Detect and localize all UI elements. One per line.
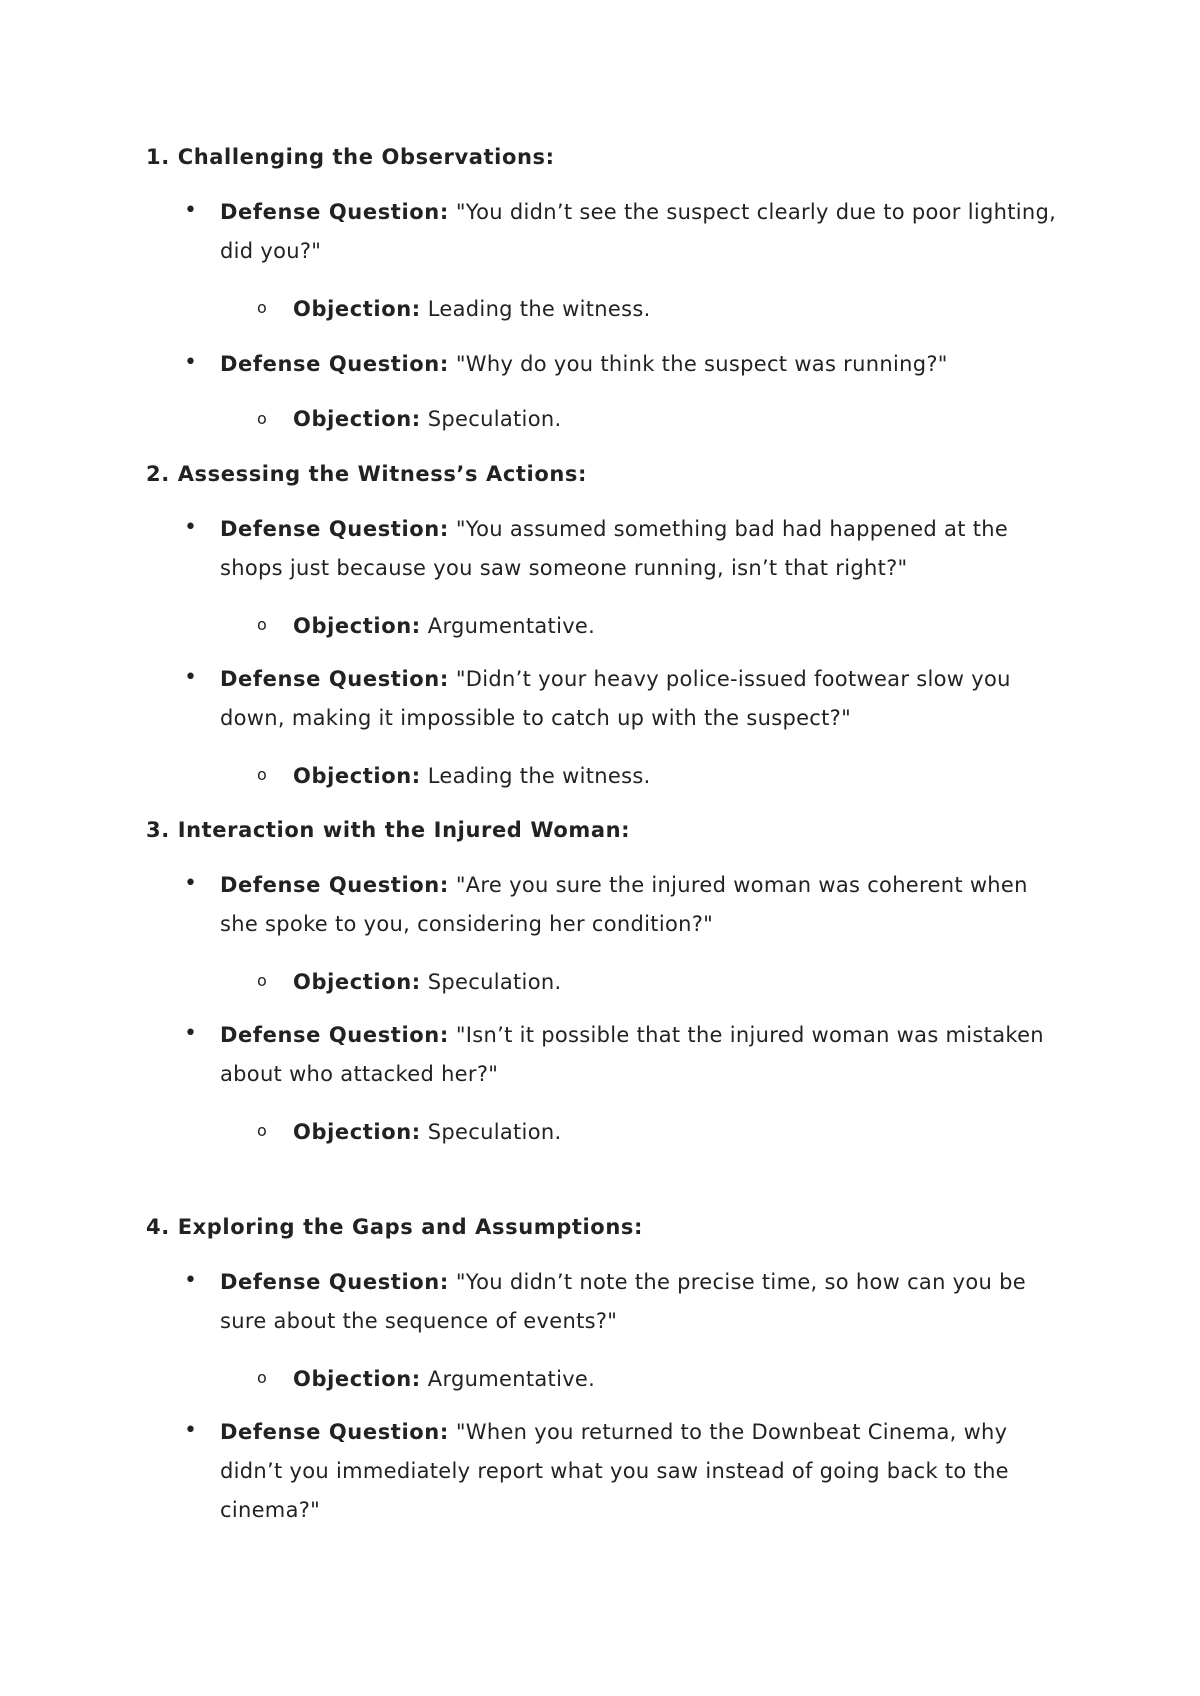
bullet-icon: •: [184, 515, 197, 540]
sub-bullet-icon: o: [257, 765, 267, 784]
objection-label: Objection:: [293, 1367, 421, 1391]
bullet-icon: •: [184, 665, 197, 690]
sub-bullet-icon: o: [257, 409, 267, 428]
sub-bullet-icon: o: [257, 1121, 267, 1140]
bullet-icon: •: [184, 1268, 197, 1293]
objection-label: Objection:: [293, 614, 421, 638]
objection-label: Objection:: [293, 764, 421, 788]
question-text: "Are you sure the injured woman was coherent when she spoke to you, considering her condition?": [220, 873, 1028, 936]
defense-question: [220, 660, 1060, 738]
defense-question: [220, 345, 1060, 384]
objection-text: Argumentative.: [427, 1367, 596, 1391]
question-label: Defense Question:: [220, 667, 449, 691]
objection-label: Objection:: [293, 1120, 421, 1144]
sub-bullet-icon: o: [257, 615, 267, 634]
sub-bullet-icon: o: [257, 1368, 267, 1387]
defense-question: [220, 1016, 1060, 1094]
question-text: "You didn’t note the precise time, so how can you be sure about the sequence of events?": [220, 1270, 1026, 1333]
bullet-icon: •: [184, 1021, 197, 1046]
section-heading: 1. Challenging the Observations:: [146, 145, 555, 169]
objection-label: Objection:: [293, 407, 421, 431]
bullet-icon: •: [184, 198, 197, 223]
objection-text: Argumentative.: [427, 614, 596, 638]
objection-label: Objection:: [293, 970, 421, 994]
sub-bullet-icon: o: [257, 298, 267, 317]
question-label: Defense Question:: [220, 517, 449, 541]
objection: [293, 400, 561, 439]
question-label: Defense Question:: [220, 873, 449, 897]
question-label: Defense Question:: [220, 200, 449, 224]
objection: [293, 757, 651, 796]
section-heading: 2. Assessing the Witness’s Actions:: [146, 462, 588, 486]
bullet-icon: •: [184, 350, 197, 375]
sub-bullet-icon: o: [257, 971, 267, 990]
question-text: "Isn’t it possible that the injured woman was mistaken about who attacked her?": [220, 1023, 1044, 1086]
question-text: "When you returned to the Downbeat Cinema, why didn’t you immediately report what you saw instead of going back to the cinema?": [220, 1420, 1009, 1522]
objection-text: Leading the witness.: [427, 297, 651, 321]
objection: [293, 1360, 595, 1399]
question-text: "You didn’t see the suspect clearly due to poor lighting, did you?": [220, 200, 1057, 263]
question-text: "Why do you think the suspect was running?": [455, 352, 948, 376]
objection-text: Leading the witness.: [427, 764, 651, 788]
question-text: "You assumed something bad had happened at the shops just because you saw someone running, isn’t that right?": [220, 517, 1009, 580]
defense-question: [220, 1263, 1060, 1341]
defense-question: [220, 1413, 1060, 1530]
objection: [293, 963, 561, 1002]
objection-label: Objection:: [293, 297, 421, 321]
objection: [293, 1113, 561, 1152]
objection-text: Speculation.: [427, 1120, 562, 1144]
question-label: Defense Question:: [220, 1420, 449, 1444]
bullet-icon: •: [184, 1418, 197, 1443]
section-heading: 4. Exploring the Gaps and Assumptions:: [146, 1215, 643, 1239]
objection: [293, 607, 595, 646]
objection-text: Speculation.: [427, 970, 562, 994]
question-label: Defense Question:: [220, 1270, 449, 1294]
objection-text: Speculation.: [427, 407, 562, 431]
section-heading: 3. Interaction with the Injured Woman:: [146, 818, 631, 842]
question-label: Defense Question:: [220, 1023, 449, 1047]
bullet-icon: •: [184, 871, 197, 896]
defense-question: [220, 510, 1060, 588]
question-text: "Didn’t your heavy police-issued footwear slow you down, making it impossible to catch up with the suspect?": [220, 667, 1011, 730]
objection: [293, 290, 651, 329]
defense-question: [220, 193, 1060, 271]
defense-question: [220, 866, 1060, 944]
question-label: Defense Question:: [220, 352, 449, 376]
